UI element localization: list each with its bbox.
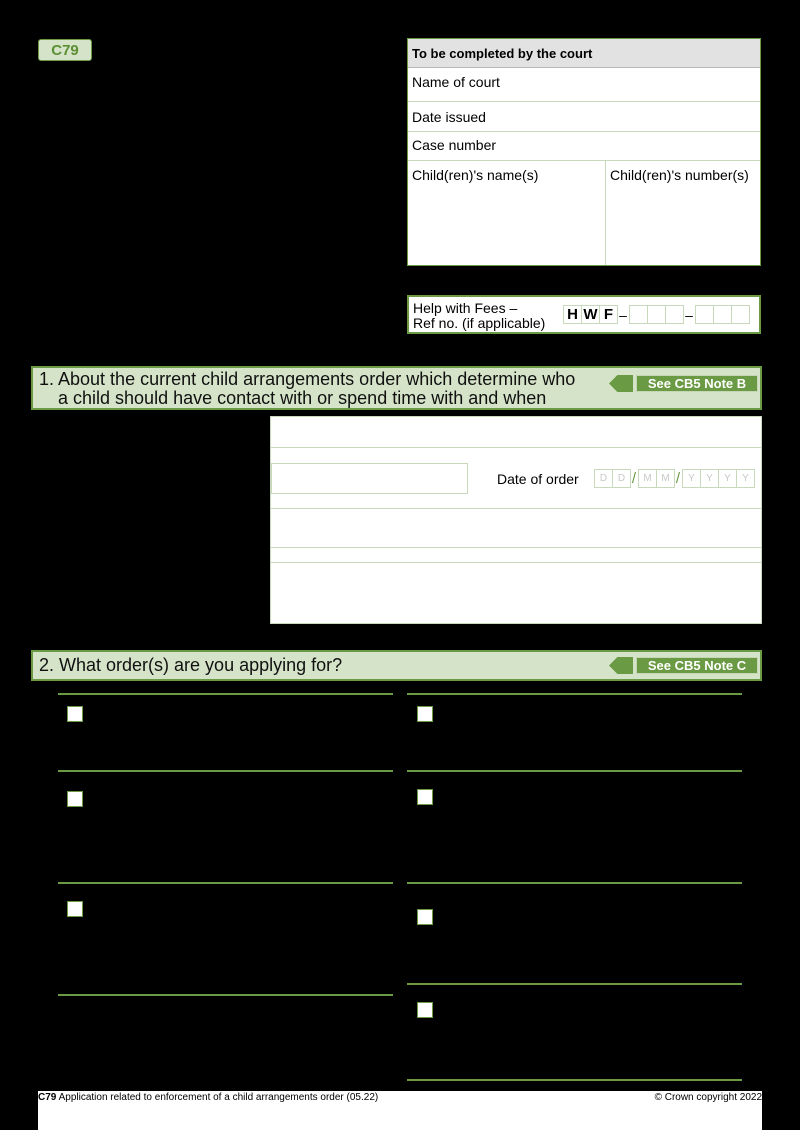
arrow-left-icon [609, 375, 633, 392]
order-checkbox[interactable] [417, 789, 433, 805]
hwf-ref-cell[interactable] [713, 305, 732, 324]
date-of-order-input[interactable] [594, 469, 754, 488]
footer-copyright: © Crown copyright 2022 [654, 1092, 762, 1103]
hwf-prefix-w: W [581, 305, 600, 324]
divider [407, 983, 742, 985]
year-cell[interactable]: Y [700, 469, 719, 488]
divider [407, 882, 742, 884]
order-checkbox[interactable] [67, 901, 83, 917]
hwf-prefix-h: H [563, 305, 582, 324]
footer-form-description [38, 1092, 378, 1103]
order-checkbox[interactable] [417, 706, 433, 722]
order-checkbox[interactable] [417, 909, 433, 925]
section-1-header [31, 366, 762, 410]
form-code-badge: C79 [38, 39, 92, 61]
month-cell[interactable]: M [638, 469, 657, 488]
date-of-order-label: Date of order [497, 471, 579, 487]
day-cell[interactable]: D [594, 469, 613, 488]
order-checkbox[interactable] [417, 1002, 433, 1018]
children-numbers-field[interactable] [606, 161, 760, 265]
hwf-label-line2: Ref no. (if applicable) [413, 315, 546, 331]
hwf-prefix-f: F [599, 305, 618, 324]
footer-form-code: C79 [38, 1092, 57, 1103]
date-issued-label: Date issued [412, 109, 486, 125]
hwf-dash: – [685, 306, 693, 323]
date-issued-field[interactable] [408, 102, 760, 132]
children-names-field[interactable] [408, 161, 606, 265]
see-note-c-link[interactable]: See CB5 Note C [636, 657, 758, 674]
hwf-ref-input [563, 305, 749, 324]
section-1-fields [270, 416, 762, 624]
help-with-fees-label [413, 301, 545, 331]
hwf-ref-cell[interactable] [629, 305, 648, 324]
divider [407, 693, 742, 695]
section-2-header [31, 650, 762, 681]
divider [58, 882, 393, 884]
hwf-ref-cell[interactable] [695, 305, 714, 324]
children-names-label: Child(ren)'s name(s) [412, 167, 539, 183]
date-separator: / [631, 470, 637, 487]
divider [58, 994, 393, 996]
hwf-ref-cell[interactable] [647, 305, 666, 324]
date-separator: / [675, 470, 681, 487]
order-checkbox[interactable] [67, 791, 83, 807]
divider [58, 693, 393, 695]
divider [407, 1079, 742, 1081]
section-1-title-line1: 1. About the current child arrangements order which determine who [39, 369, 576, 389]
year-cell[interactable]: Y [736, 469, 755, 488]
hwf-ref-cell[interactable] [731, 305, 750, 324]
section-2-title: 2. What order(s) are you applying for? [39, 655, 343, 675]
hwf-ref-cell[interactable] [665, 305, 684, 324]
children-numbers-label: Child(ren)'s number(s) [610, 167, 749, 183]
name-of-court-label: Name of court [412, 74, 500, 90]
case-number-field[interactable] [408, 132, 760, 161]
court-use-box [407, 38, 761, 266]
name-of-court-field[interactable] [408, 68, 760, 102]
section-1-title [39, 370, 575, 408]
section-1-title-line2: a child should have contact with or spend time with and when [58, 388, 547, 408]
section-1-short-input[interactable] [271, 463, 468, 494]
case-number-label: Case number [412, 137, 497, 153]
hwf-dash: – [619, 306, 627, 323]
see-note-b-link[interactable]: See CB5 Note B [636, 375, 758, 392]
year-cell[interactable]: Y [718, 469, 737, 488]
month-cell[interactable]: M [656, 469, 675, 488]
order-checkbox[interactable] [67, 706, 83, 722]
day-cell[interactable]: D [612, 469, 631, 488]
hwf-label-line1: Help with Fees – [413, 300, 518, 316]
help-with-fees-box [407, 295, 761, 334]
year-cell[interactable]: Y [682, 469, 701, 488]
court-box-header: To be completed by the court [408, 39, 760, 68]
divider [58, 770, 393, 772]
page-footer [38, 1091, 762, 1130]
divider [407, 770, 742, 772]
arrow-left-icon [609, 657, 633, 674]
footer-description-text: Application related to enforcement of a child arrangements order (05.22) [56, 1092, 379, 1103]
